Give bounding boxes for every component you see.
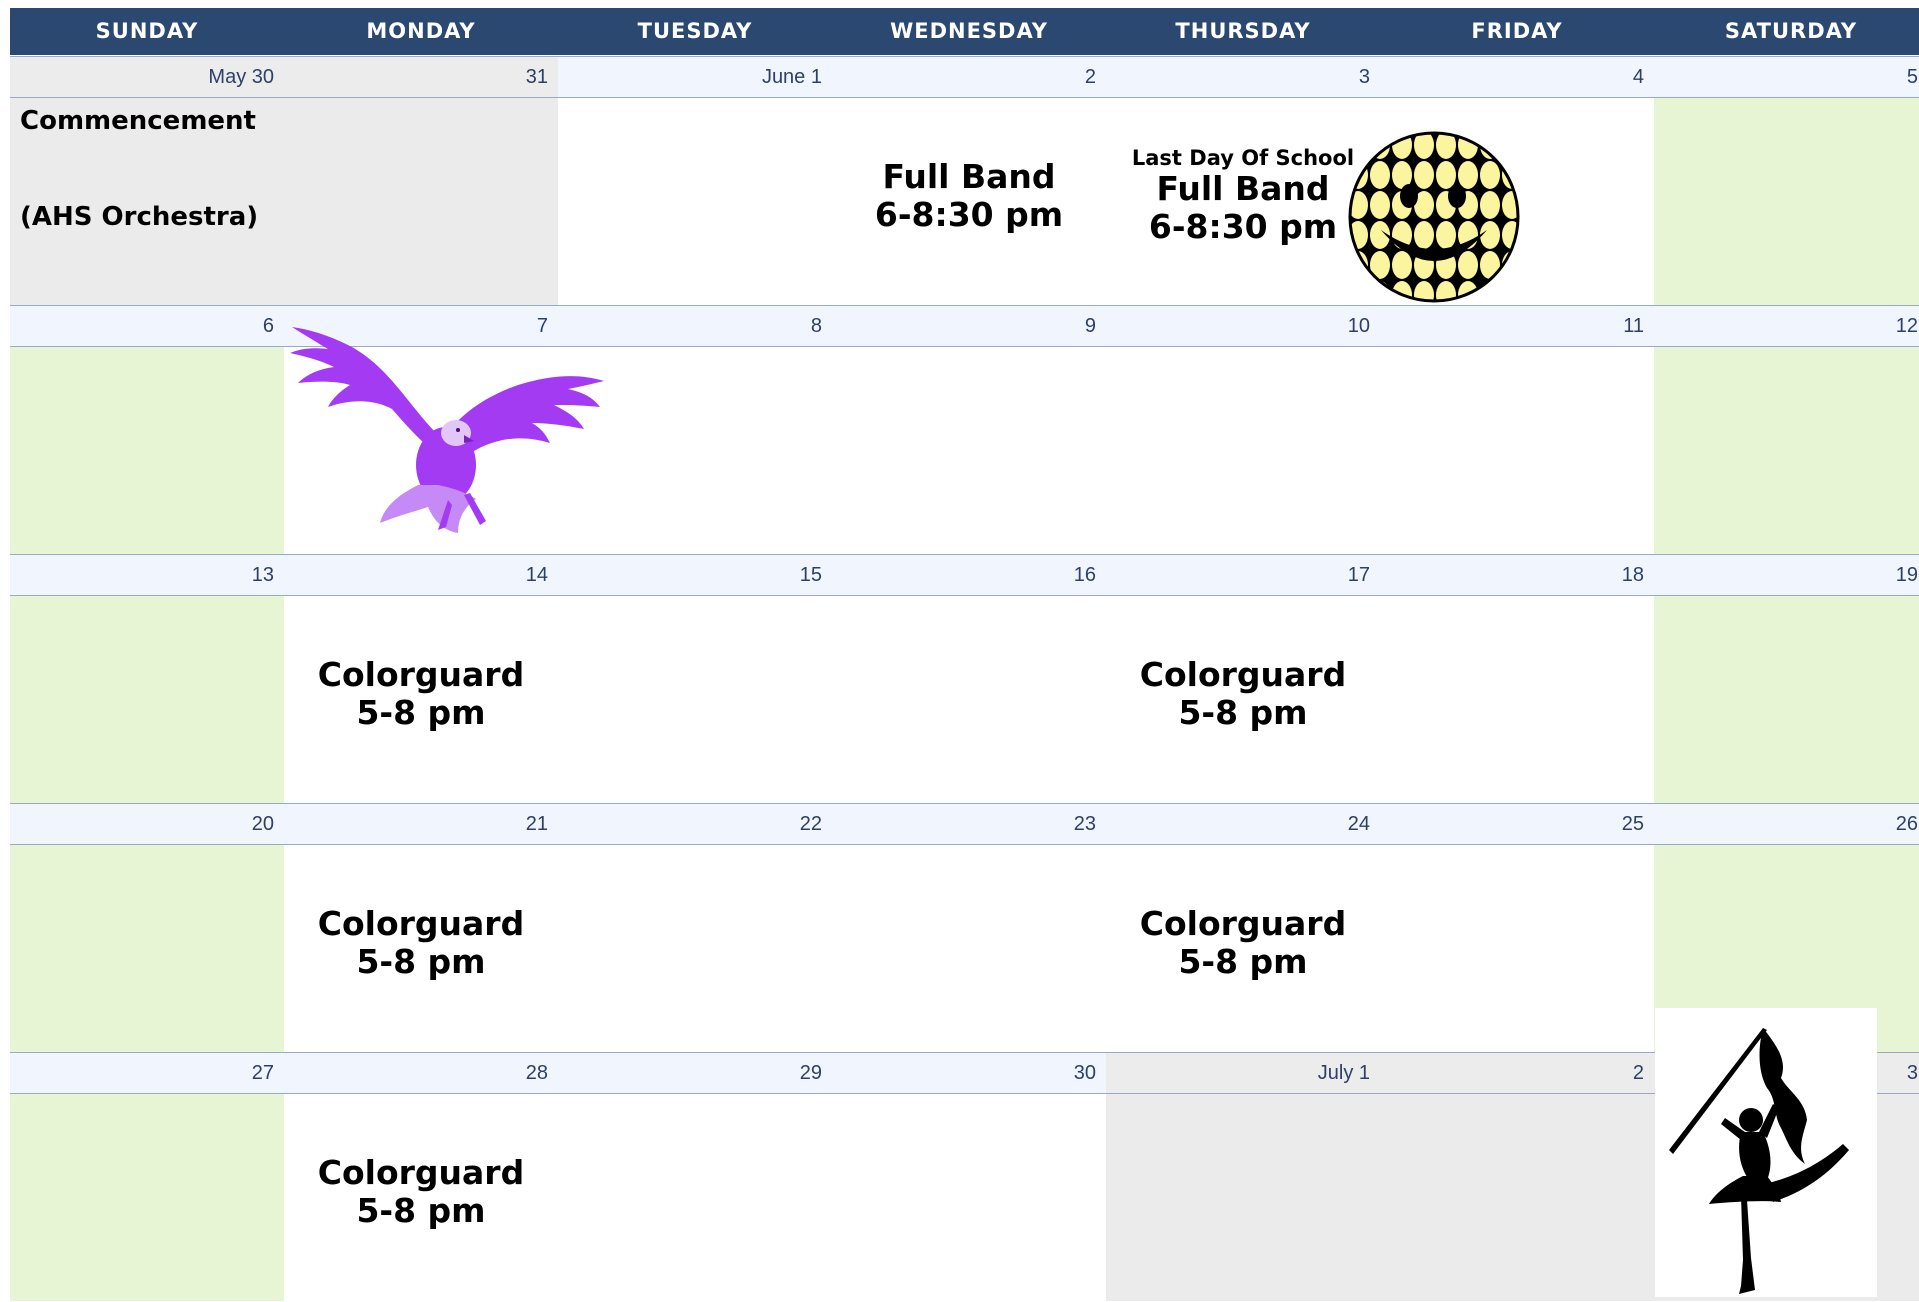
day-number: 21 — [284, 803, 558, 845]
day-body — [1380, 1094, 1654, 1301]
day-number: 2 — [832, 56, 1106, 98]
weekday-monday: MONDAY — [366, 19, 476, 43]
day-cell[interactable] — [1106, 305, 1380, 554]
day-body — [284, 596, 558, 803]
event-time: 6-8:30 pm — [1148, 207, 1338, 246]
day-cell[interactable] — [832, 1052, 1106, 1301]
day-cell[interactable] — [558, 803, 832, 1052]
day-cell[interactable] — [1106, 1052, 1380, 1301]
day-number: 8 — [558, 305, 832, 347]
weekday-tuesday: TUESDAY — [637, 19, 753, 43]
day-cell[interactable] — [558, 56, 832, 305]
weekday-wednesday: WEDNESDAY — [890, 19, 1048, 43]
event-title: Colorguard — [317, 1153, 525, 1192]
day-number: 6 — [10, 305, 284, 347]
day-cell[interactable] — [832, 803, 1106, 1052]
day-number: 9 — [832, 305, 1106, 347]
day-body — [284, 98, 558, 305]
day-body — [1380, 347, 1654, 554]
day-body — [1106, 98, 1380, 305]
day-cell[interactable] — [1380, 803, 1654, 1052]
day-body — [284, 845, 558, 1052]
day-cell[interactable] — [1380, 1052, 1654, 1301]
day-body — [10, 98, 284, 305]
event-title: Colorguard — [1139, 655, 1347, 694]
day-body — [1106, 845, 1380, 1052]
weekday-friday: FRIDAY — [1471, 19, 1563, 43]
day-number: May 30 — [10, 56, 284, 98]
day-number: 26 — [1654, 803, 1919, 845]
day-cell[interactable] — [284, 56, 558, 305]
event-time: 5-8 pm — [356, 1191, 486, 1230]
event-title: Colorguard — [1139, 904, 1347, 943]
day-number: 27 — [10, 1052, 284, 1094]
day-number: 23 — [832, 803, 1106, 845]
day-cell[interactable] — [1654, 554, 1919, 803]
weekday-sunday: SUNDAY — [95, 19, 199, 43]
day-number: 24 — [1106, 803, 1380, 845]
day-number: 20 — [10, 803, 284, 845]
day-cell[interactable] — [1654, 56, 1919, 305]
day-number: 31 — [284, 56, 558, 98]
event-title: Full Band — [1156, 169, 1330, 208]
event-time: 5-8 pm — [1178, 693, 1308, 732]
day-number: 19 — [1654, 554, 1919, 596]
day-body — [1106, 596, 1380, 803]
day-number: 18 — [1380, 554, 1654, 596]
day-body — [10, 845, 284, 1052]
day-number: 25 — [1380, 803, 1654, 845]
day-number: 30 — [832, 1052, 1106, 1094]
weekday-saturday: SATURDAY — [1724, 19, 1858, 43]
day-body — [10, 1094, 284, 1301]
day-cell[interactable] — [284, 803, 558, 1052]
day-body — [1654, 596, 1919, 803]
smiley-face-icon — [1347, 130, 1521, 304]
event-time: 5-8 pm — [1178, 942, 1308, 981]
day-body — [1654, 98, 1919, 305]
day-body — [1106, 347, 1380, 554]
day-number: 5 — [1654, 56, 1919, 98]
event-time: 5-8 pm — [356, 693, 486, 732]
day-cell[interactable] — [1654, 305, 1919, 554]
weekday-thursday: THURSDAY — [1175, 19, 1311, 43]
event-note: Last Day Of School — [1131, 146, 1355, 170]
day-body — [832, 347, 1106, 554]
day-cell[interactable] — [284, 554, 558, 803]
day-body — [1654, 347, 1919, 554]
day-body — [1380, 845, 1654, 1052]
weekday-header — [10, 8, 1919, 55]
day-number: 15 — [558, 554, 832, 596]
day-cell[interactable] — [284, 1052, 558, 1301]
day-body — [10, 347, 284, 554]
day-cell[interactable] — [1106, 803, 1380, 1052]
day-body — [558, 845, 832, 1052]
day-cell[interactable] — [10, 803, 284, 1052]
event-title: Commencement — [20, 106, 256, 136]
day-number: 10 — [1106, 305, 1380, 347]
day-number: 2 — [1380, 1052, 1654, 1094]
day-number: 22 — [558, 803, 832, 845]
day-body — [832, 845, 1106, 1052]
day-cell[interactable] — [10, 1052, 284, 1301]
day-number: June 1 — [558, 56, 832, 98]
day-number: 11 — [1380, 305, 1654, 347]
day-cell[interactable] — [558, 1052, 832, 1301]
day-body — [284, 1094, 558, 1301]
colorguard-silhouette-icon — [1655, 1008, 1877, 1297]
event-time: 6-8:30 pm — [874, 195, 1064, 234]
event-title: Colorguard — [317, 655, 525, 694]
day-body — [832, 1094, 1106, 1301]
day-number: 3 — [1106, 56, 1380, 98]
day-cell[interactable] — [10, 305, 284, 554]
day-body — [558, 98, 832, 305]
day-cell[interactable] — [832, 554, 1106, 803]
event-time: 5-8 pm — [356, 942, 486, 981]
day-number: 28 — [284, 1052, 558, 1094]
day-cell[interactable] — [1106, 56, 1380, 305]
day-cell[interactable] — [10, 56, 284, 305]
day-number: 16 — [832, 554, 1106, 596]
day-number: 29 — [558, 1052, 832, 1094]
day-cell[interactable] — [1380, 554, 1654, 803]
day-body — [832, 596, 1106, 803]
day-number: 4 — [1380, 56, 1654, 98]
day-cell[interactable] — [832, 56, 1106, 305]
day-body — [1106, 1094, 1380, 1301]
day-number: 12 — [1654, 305, 1919, 347]
day-number: 13 — [10, 554, 284, 596]
day-number: 7 — [284, 305, 558, 347]
colorguard-dancer-icon — [1655, 1008, 1877, 1297]
day-cell[interactable] — [1380, 305, 1654, 554]
event-title: Colorguard — [317, 904, 525, 943]
event-subtitle: (AHS Orchestra) — [20, 202, 259, 232]
day-body — [558, 1094, 832, 1301]
day-body — [10, 596, 284, 803]
day-number: July 1 — [1106, 1052, 1380, 1094]
day-cell[interactable] — [558, 554, 832, 803]
day-cell[interactable] — [832, 305, 1106, 554]
event-title: Full Band — [882, 157, 1056, 196]
day-body — [558, 596, 832, 803]
day-cell[interactable] — [10, 554, 284, 803]
eagle-icon — [288, 325, 606, 535]
day-body — [832, 98, 1106, 305]
day-number: 14 — [284, 554, 558, 596]
day-number: 3 — [1654, 1052, 1919, 1094]
day-cell[interactable] — [1106, 554, 1380, 803]
day-body — [1380, 596, 1654, 803]
day-number: 17 — [1106, 554, 1380, 596]
